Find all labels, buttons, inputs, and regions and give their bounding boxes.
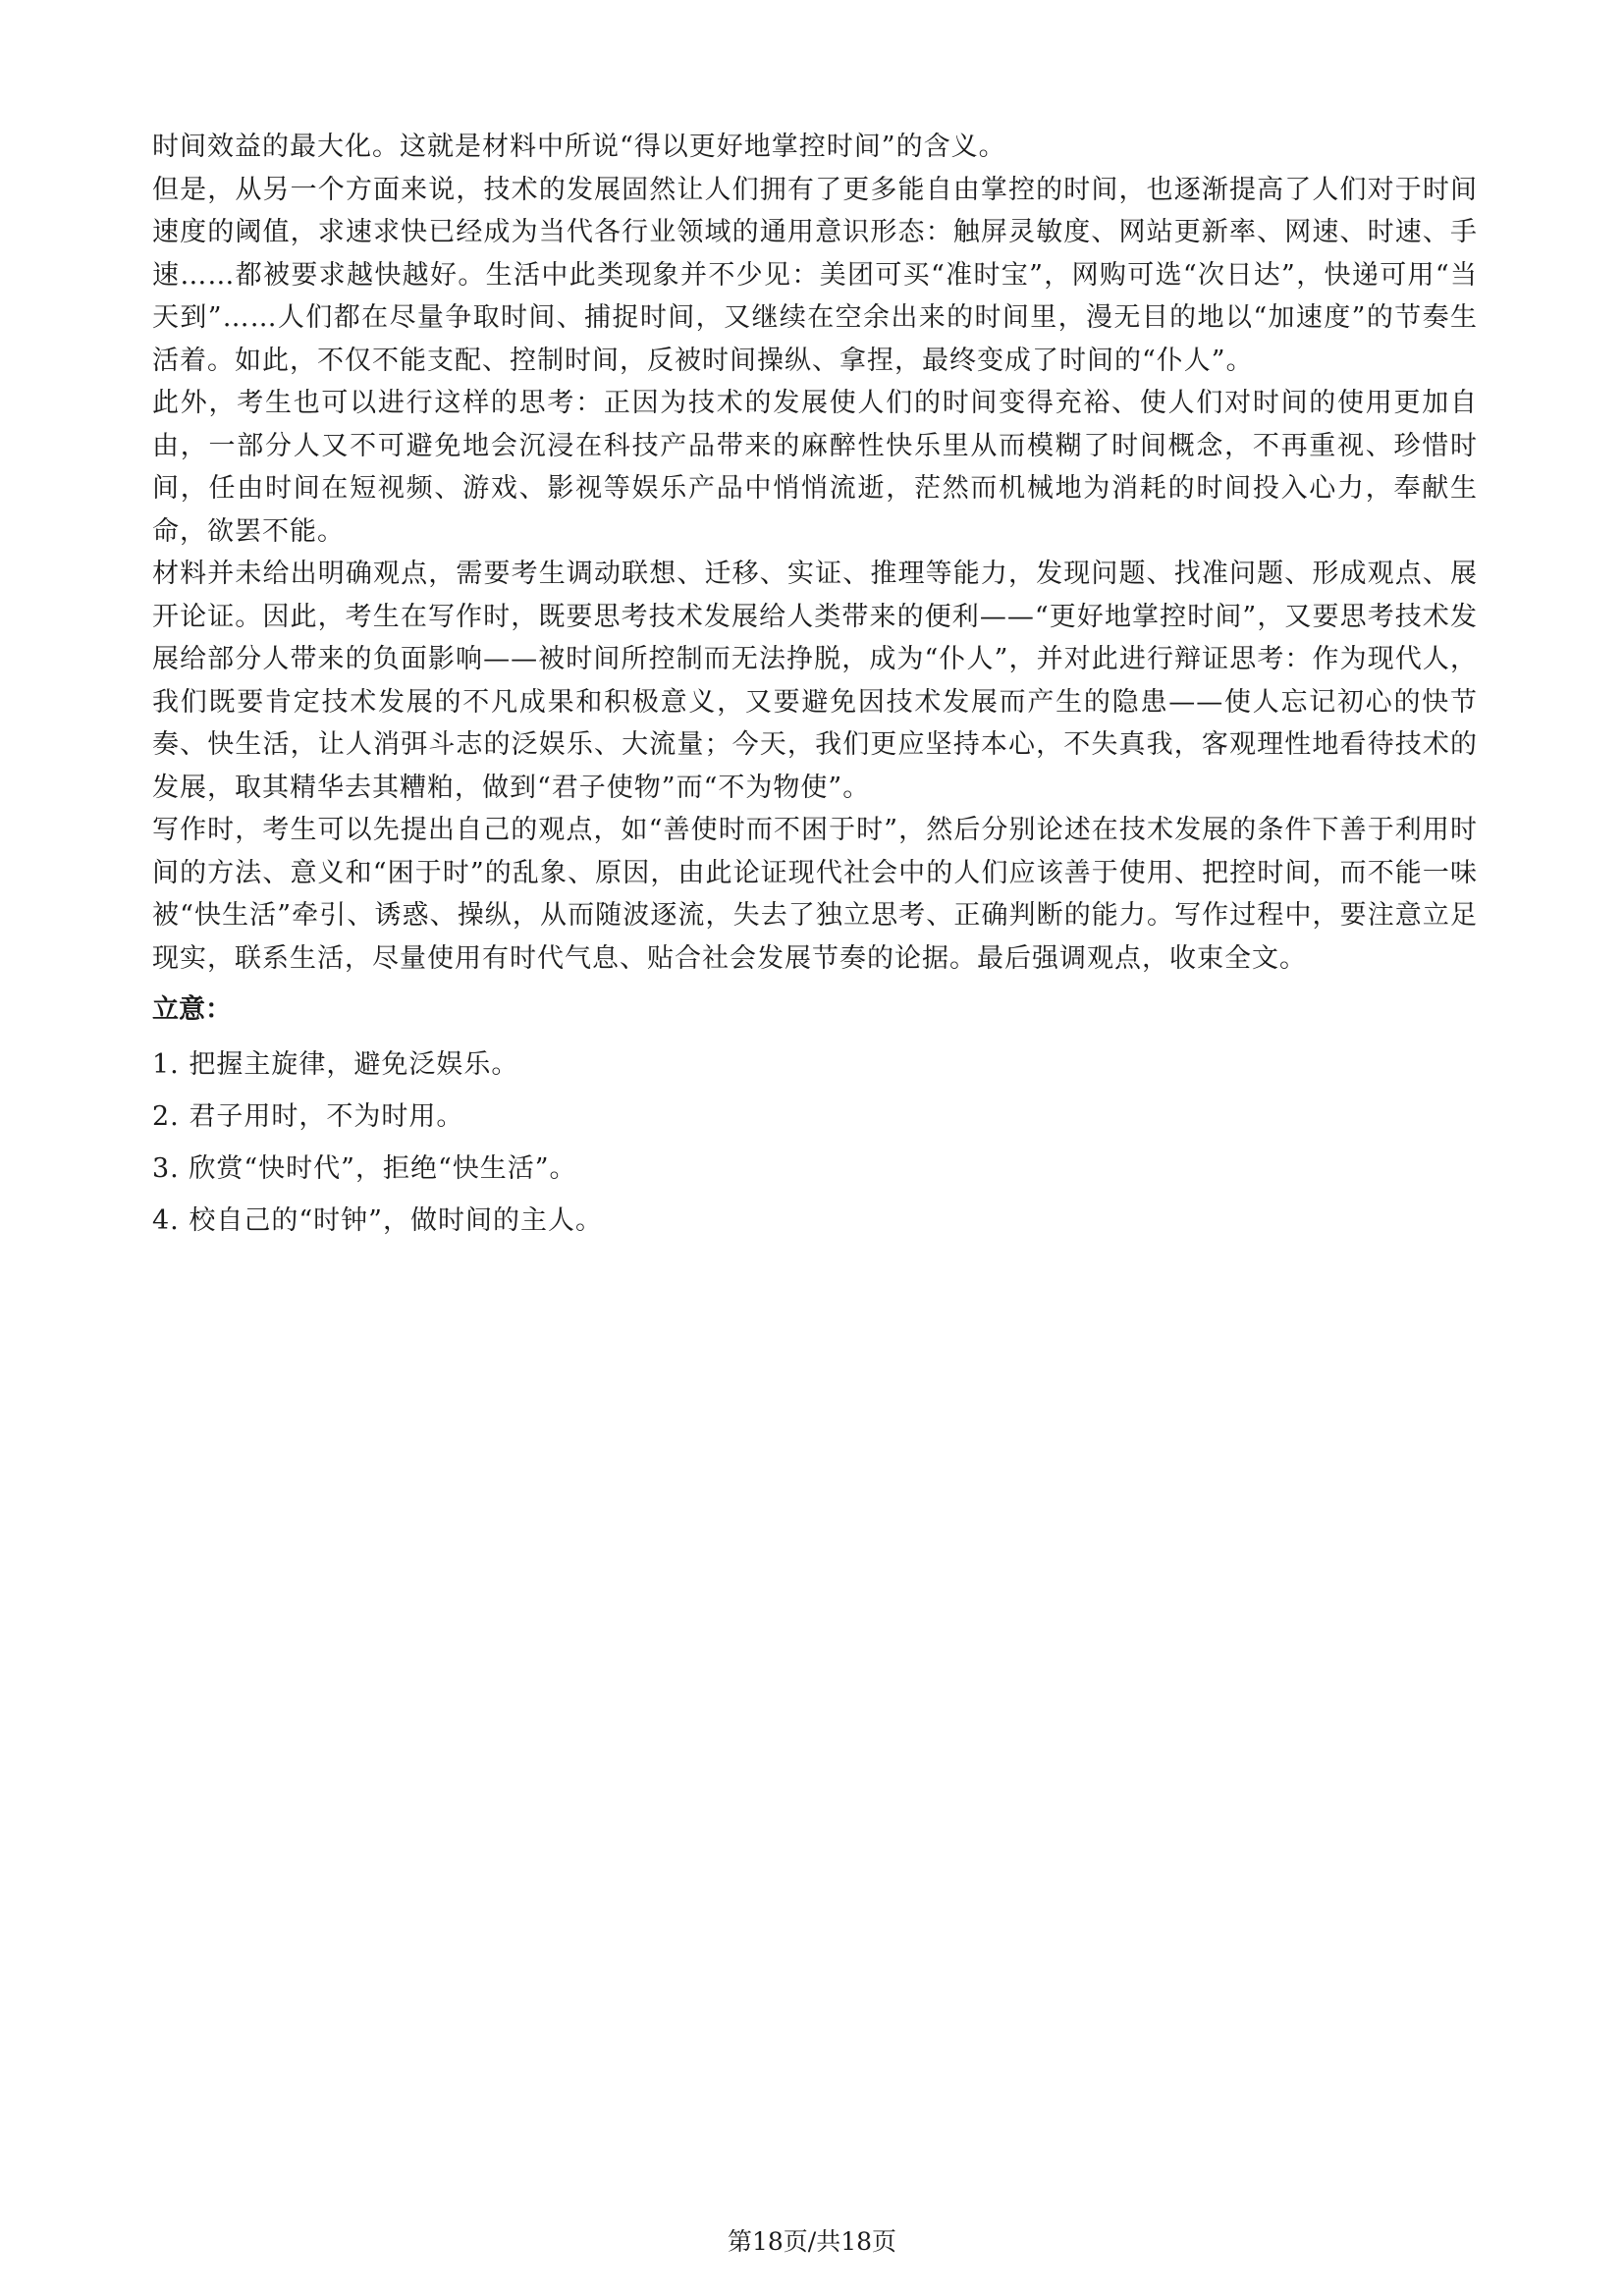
- paragraph-1: 时间效益的最大化。这就是材料中所说“得以更好地掌控时间”的含义。: [152, 132, 1006, 162]
- document-body: [152, 126, 1478, 1247]
- list-item: 4. 校自己的“时钟”，做时间的主人。: [152, 1205, 603, 1236]
- list-item: 1. 把握主旋律，避免泛娱乐。: [152, 1049, 519, 1080]
- paragraph-3: 此外，考生也可以进行这样的思考：正因为技术的发展使人们的时间变得充裕、使人们对时间的使用更加自由，一部分人又不可避免地会沉浸在科技产品带来的麻醉性快乐里从而模糊了时间概念，不再重视、珍惜时间，任由时间在短视频、游戏、影视等娱乐产品中悄悄流逝，茫然而机械地为消耗的时间投入心力，奉献生命，欲罢不能。: [152, 388, 1478, 547]
- list-item: 3. 欣赏“快时代”，拒绝“快生活”。: [152, 1153, 577, 1184]
- page-number-footer: 第18页/共18页: [727, 2227, 897, 2256]
- paragraph-5: 写作时，考生可以先提出自己的观点，如“善使时而不困于时”，然后分别论述在技术发展的条件下善于利用时间的方法、意义和“困于时”的乱象、原因，由此论证现代社会中的人们应该善于使用、把控时间，而不能一味被“快生活”牵引、诱惑、操纵，从而随波逐流，失去了独立思考、正确判断的能力。写作过程中，要注意立足现实，联系生活，尽量使用有时代气息、贴合社会发展节奏的论据。最后强调观点，收束全文。: [152, 815, 1478, 974]
- list-item: 2. 君子用时，不为时用。: [152, 1101, 464, 1132]
- section-heading-liyi: 立意：: [152, 994, 232, 1025]
- paragraph-4: 材料并未给出明确观点，需要考生调动联想、迁移、实证、推理等能力，发现问题、找准问题、形成观点、展开论证。因此，考生在写作时，既要思考技术发展给人类带来的便利——“更好地掌控时间”，又要思考技术发展给部分人带来的负面影响——被时间所控制而无法挣脱，成为“仆人”，并对此进行辩证思考：作为现代人，我们既要肯定技术发展的不凡成果和积极意义，又要避免因技术发展而产生的隐患——使人忘记初心的快节奏、快生活，让人消弭斗志的泛娱乐、大流量；今天，我们更应坚持本心，不失真我，客观理性地看待技术的发展，取其精华去其糟粕，做到“君子使物”而“不为物使”。: [152, 559, 1478, 803]
- theme-list: [152, 1039, 1478, 1247]
- paragraph-2: 但是，从另一个方面来说，技术的发展固然让人们拥有了更多能自由掌控的时间，也逐渐提高了人们对于时间速度的阈值，求速求快已经成为当代各行业领域的通用意识形态：触屏灵敏度、网站更新率、网速、时速、手速……都被要求越快越好。生活中此类现象并不少见：美团可买“准时宝”，网购可选“次日达”，快递可用“当天到”……人们都在尽量争取时间、捕捉时间，又继续在空余出来的时间里，漫无目的地以“加速度”的节奏生活着。如此，不仅不能支配、控制时间，反被时间操纵、拿捏，最终变成了时间的“仆人”。: [152, 174, 1478, 376]
